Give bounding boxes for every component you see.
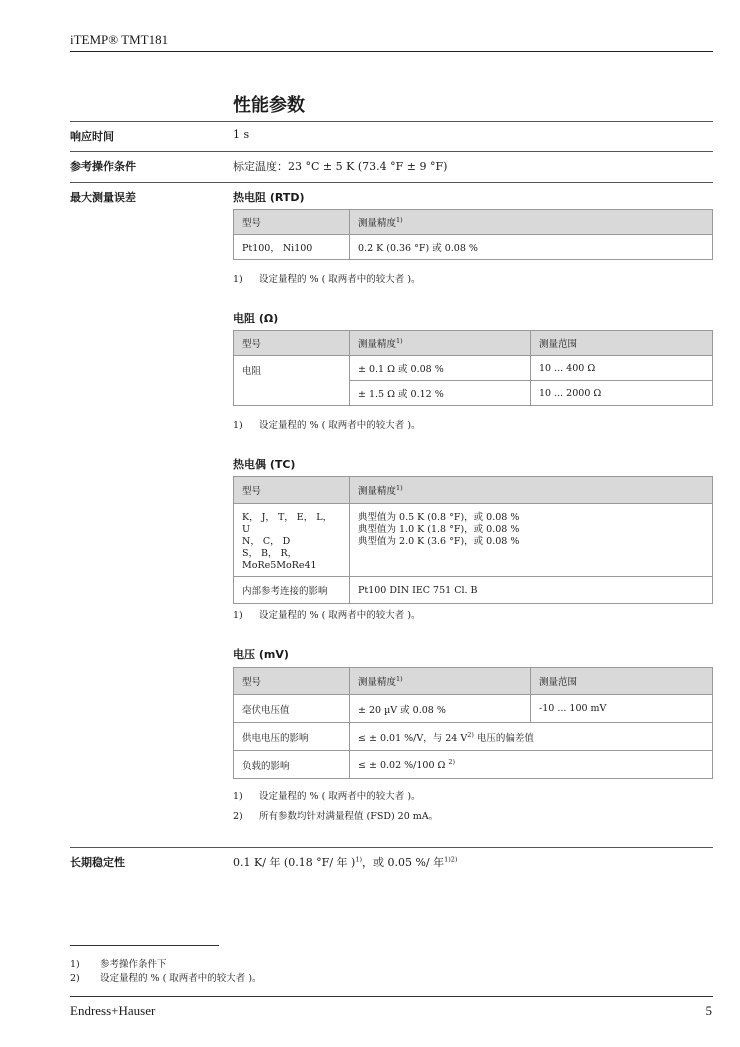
table-cell: ± 1.5 Ω 或 0.12 % [350,381,531,406]
mv-footnote [233,808,438,822]
column-header-label: 测量精度 [358,339,397,350]
response-time-value: 1 s [233,128,250,141]
footnote-text: 设定量程的 % ( 取两者中的较大者 )。 [259,610,421,621]
table-header-row [234,477,713,504]
footnote-ref: 2) [467,730,474,739]
column-header [350,477,713,504]
rtd-table [233,209,713,260]
table-cell: Pt100， Ni100 [234,235,350,260]
table-cell: ± 0.1 Ω 或 0.08 % [350,356,531,381]
footnote-number: 1) [233,791,243,802]
table-cell [234,504,350,577]
stability-value [233,854,457,870]
header-rule [70,51,713,52]
cell-text: 电压的偏差值 [476,732,534,744]
footnote-ref: 1) [396,215,403,224]
tc-accuracy-line: 典型值为 2.0 K (3.6 °F)，或 0.08 % [358,536,520,547]
page-footnote [70,956,167,970]
column-header: 型号 [234,477,350,504]
table-row [234,723,713,751]
footnote-number: 1) [233,610,243,621]
table-cell: Pt100 DIN IEC 751 Cl. B [350,577,713,604]
column-header-label: 测量精度 [358,218,397,229]
table-cell [350,504,713,577]
tc-table [233,476,713,604]
column-header-label: 测量精度 [358,486,397,497]
tc-type-line: N， C， D [242,536,291,547]
footnote-number: 1) [70,959,80,970]
stability-text: ，或 0.05 %/ 年 [361,856,445,869]
table-cell: -10 ... 100 mV [531,695,713,723]
table-cell [350,723,713,751]
footnote-rule [70,945,219,946]
page-number: 5 [705,1003,712,1018]
table-cell: ± 20 µV 或 0.08 % [350,695,531,723]
table-cell: 10 ... 2000 Ω [531,381,713,406]
footnote-text: 设定量程的 % ( 取两者中的较大者 )。 [259,791,421,802]
table-cell: 10 ... 400 Ω [531,356,713,381]
footer-brand: Endress+Hauser [70,1003,156,1018]
tc-type-line: MoRe5MoRe41 [242,560,317,571]
reference-conditions-label: 参考操作条件 [70,160,136,173]
rtd-footnote [233,271,421,285]
footnote-text: 设定量程的 % ( 取两者中的较大者 )。 [100,973,262,984]
footnote-ref: 1) [396,336,403,345]
section-title: 性能参数 [233,95,305,116]
table-cell: 电阻 [234,356,350,406]
footnote-ref: 1) [396,483,403,492]
table-cell: 内部参考连接的影响 [234,577,350,604]
rtd-title: 热电阻 (RTD) [233,191,305,204]
footnote-number: 1) [233,274,243,285]
footnote-text: 所有参数均针对满量程值 (FSD) 20 mA。 [259,811,439,822]
divider [70,847,713,848]
table-cell: 0.2 K (0.36 °F) 或 0.08 % [350,235,713,260]
divider [70,151,713,152]
divider [70,121,713,122]
footnote-ref: 1)2) [444,855,458,864]
page-footnote [70,970,262,984]
footer-rule [70,996,713,997]
footnote-ref: 2) [448,757,456,766]
tc-footnote [233,607,421,621]
column-header: 型号 [234,210,350,235]
table-header-row [234,331,713,356]
tc-title: 热电偶 (TC) [233,458,296,471]
column-header: 型号 [234,331,350,356]
tc-type-line: S， B， R， [242,548,298,559]
table-row [234,577,713,604]
footnote-ref: 1) [396,674,403,683]
tc-accuracy-line: 典型值为 1.0 K (1.8 °F)，或 0.08 % [358,524,520,535]
stability-text: 0.1 K/ 年 (0.18 °F/ 年 ) [233,856,356,869]
table-row [234,356,713,381]
footnote-ref: 1) [355,855,362,864]
table-cell [350,751,713,779]
footnote-number: 2) [233,811,243,822]
table-row [234,504,713,577]
table-header-row [234,210,713,235]
resistance-footnote [233,417,421,431]
page-header-title: iTEMP® TMT181 [70,32,169,47]
mv-footnote [233,788,421,802]
table-row [234,695,713,723]
table-row [234,235,713,260]
resistance-table [233,330,713,406]
table-cell: 负载的影响 [234,751,350,779]
column-header [350,210,713,235]
mv-table [233,667,713,779]
column-header: 测量范围 [531,668,713,695]
max-error-label: 最大测量误差 [70,191,136,204]
column-header [350,331,531,356]
footnote-text: 参考操作条件下 [100,959,167,970]
response-time-label: 响应时间 [70,130,114,143]
table-cell: 供电电压的影响 [234,723,350,751]
cell-text: ≤ ± 0.01 %/V，与 24 V [358,732,468,744]
tc-type-line: K， J， T， E， L， U [242,512,333,535]
cell-text: ≤ ± 0.02 %/100 Ω [358,760,446,772]
column-header-label: 测量精度 [358,677,397,688]
stability-label: 长期稳定性 [70,856,125,869]
column-header [350,668,531,695]
footnote-text: 设定量程的 % ( 取两者中的较大者 )。 [259,420,421,431]
mv-title: 电压 (mV) [233,648,289,661]
table-header-row [234,668,713,695]
column-header: 测量范围 [531,331,713,356]
table-cell: 毫伏电压值 [234,695,350,723]
resistance-title: 电阻 (Ω) [233,312,279,325]
footnote-number: 1) [233,420,243,431]
footnote-number: 2) [70,973,80,984]
reference-conditions-value: 标定温度：23 °C ± 5 K (73.4 °F ± 9 °F) [233,160,448,173]
footnote-text: 设定量程的 % ( 取两者中的较大者 )。 [259,274,421,285]
column-header: 型号 [234,668,350,695]
table-row [234,751,713,779]
divider [70,182,713,183]
tc-accuracy-line: 典型值为 0.5 K (0.8 °F)，或 0.08 % [358,512,520,523]
